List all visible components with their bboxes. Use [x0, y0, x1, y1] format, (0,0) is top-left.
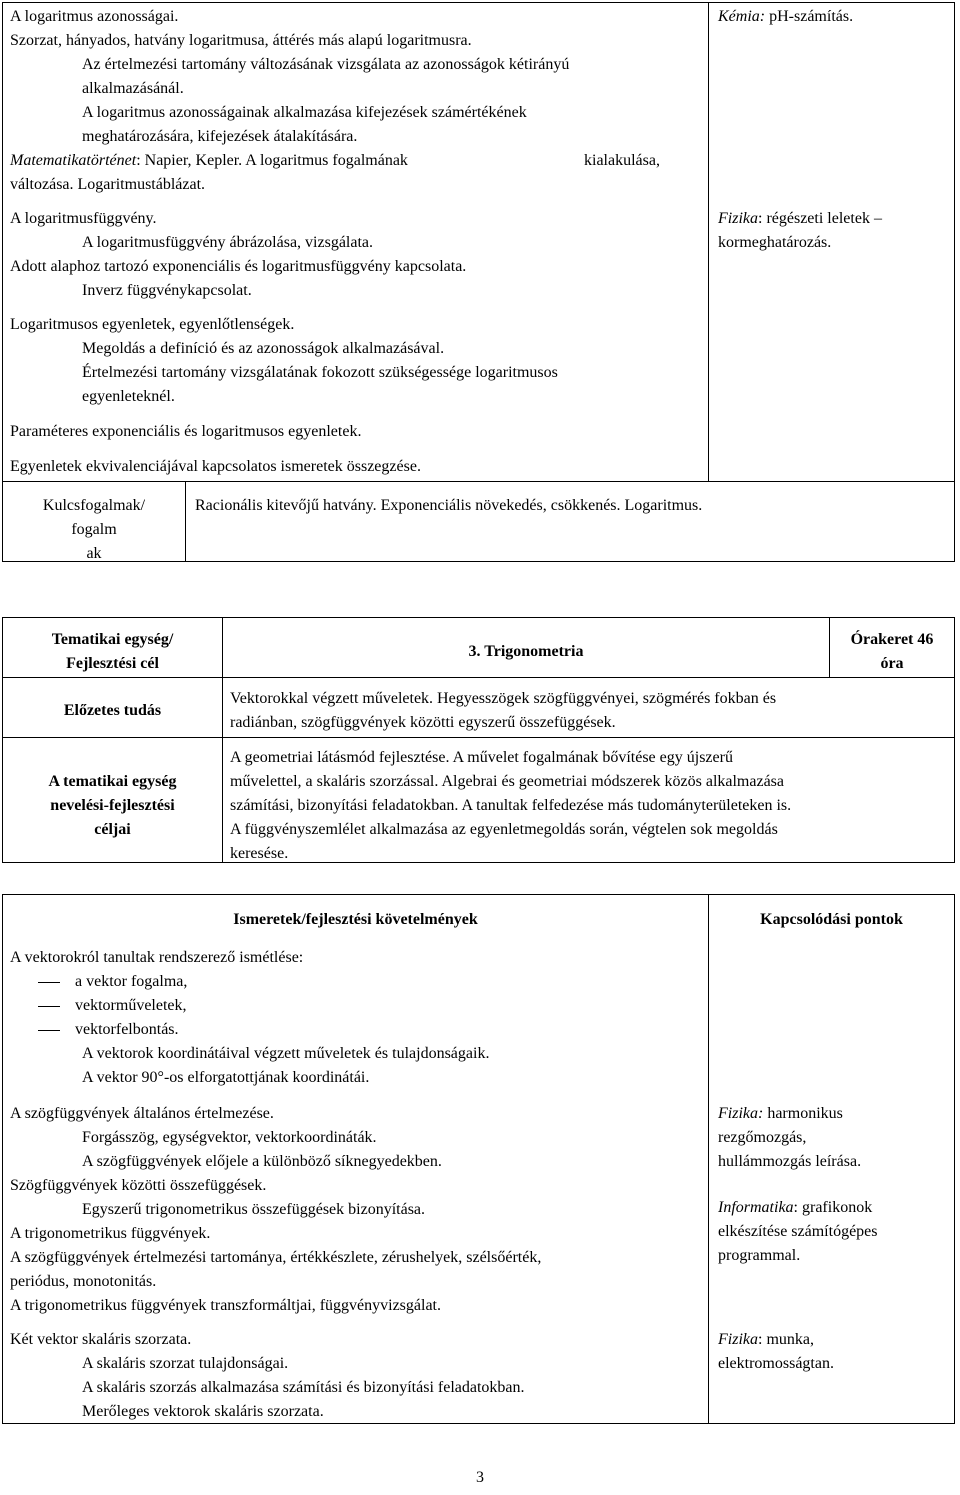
label-line: nevelési-fejlesztési	[50, 797, 175, 814]
physics-text-2: elektromosságtan.	[718, 1355, 834, 1372]
text-line: A logaritmusfüggvény ábrázolása, vizsgálata.	[82, 234, 374, 251]
physics-text: : munka,	[758, 1331, 814, 1348]
header-connections: Kapcsolódási pontok	[760, 911, 903, 928]
physics-text-2: rezgőmozgás,	[718, 1129, 807, 1146]
text-line: periódus, monotonitás.	[10, 1273, 157, 1290]
physics-label: Fizika	[718, 1331, 758, 1348]
list-item: vektorműveletek,	[75, 997, 187, 1014]
link-physics-oscillation	[718, 1102, 843, 1126]
key-concepts-label	[3, 494, 185, 566]
label-line: A tematikai egység	[48, 773, 177, 790]
topic-title: 3. Trigonometria	[468, 643, 584, 660]
chemistry-label: Kémia:	[718, 8, 766, 25]
text-line: A trigonometrikus függvények.	[10, 1225, 211, 1242]
informatics-label: Informatika	[718, 1199, 794, 1216]
label-line: Kulcsfogalmak/	[42, 497, 146, 514]
label-line: Tematikai egység/	[51, 631, 174, 648]
label-line: fogalm	[71, 521, 117, 538]
informatics-text-2: elkészítése számítógépes	[718, 1223, 878, 1240]
text-line: A logaritmus azonosságainak alkalmazása kifejezések számértékének	[82, 104, 527, 121]
bullet-dash-icon	[38, 982, 60, 983]
label-line: óra	[880, 655, 904, 672]
text-line: A skaláris szorzat tulajdonságai.	[82, 1355, 289, 1372]
goals-label	[3, 770, 222, 842]
text-line: művelettel, a skaláris szorzással. Algebrai és geometriai módszerek közös alkalmazása	[230, 773, 785, 790]
label-line: Fejlesztési cél	[66, 655, 159, 672]
text-line: Egyenletek ekvivalenciájával kapcsolatos ismeretek összegzése.	[10, 458, 421, 475]
history-line: Matematikatörténet: Napier, Kepler. A logaritmus fogalmának	[10, 152, 408, 169]
physics-text: : régészeti leletek –	[758, 210, 882, 227]
text-line: radiánban, szögfüggvények közötti egyszerű összefüggések.	[230, 714, 616, 731]
link-physics-work	[718, 1328, 814, 1352]
hours-label	[830, 628, 954, 676]
text-line: Megoldás a definíció és az azonosságok alkalmazásával.	[82, 340, 445, 357]
physics-text: harmonikus	[763, 1105, 843, 1122]
physics-label: Fizika:	[718, 1105, 764, 1122]
link-physics	[718, 207, 882, 231]
topic-label	[3, 628, 222, 676]
text-line: Inverz függvénykapcsolat.	[82, 282, 252, 299]
text-line: A szögfüggvények előjele a különböző síknegyedekben.	[82, 1153, 442, 1170]
text-line: A függvényszemlélet alkalmazása az egyenletmegoldás során, végtelen sok megoldás	[230, 821, 778, 838]
text-line: A skaláris szorzás alkalmazása számítási és bizonyítási feladatokban.	[82, 1379, 525, 1396]
label-line: ak	[86, 545, 102, 562]
text-line: Egyszerű trigonometrikus összefüggések bizonyítása.	[82, 1201, 426, 1218]
bullet-dash-icon	[38, 1006, 60, 1007]
informatics-text-3: programmal.	[718, 1247, 801, 1264]
text-line: A geometriai látásmód fejlesztése. A művelet fogalmának bővítése egy újszerű	[230, 749, 733, 766]
text-line: Két vektor skaláris szorzata.	[10, 1331, 192, 1348]
text-line: számítási, bizonyítási feladatokban. A tanultak felfedezése más tudományterületeken is.	[230, 797, 792, 814]
text-line: Paraméteres exponenciális és logaritmusos egyenletek.	[10, 423, 362, 440]
label-line: céljai	[94, 821, 131, 838]
text-line: A szögfüggvények értelmezési tartománya, értékkészlete, zérushelyek, szélsőérték,	[10, 1249, 542, 1266]
text-line: Logaritmusos egyenletek, egyenlőtlenségek.	[10, 316, 295, 333]
history-text: Napier, Kepler. A logaritmus fogalmának	[144, 152, 408, 169]
text-line: Forgásszög, egységvektor, vektorkoordináták.	[82, 1129, 377, 1146]
history-label: Matematikatörténet	[10, 152, 137, 169]
text-line: A vektor 90°-os elforgatottjának koordinátái.	[82, 1069, 370, 1086]
physics-text-2: kormeghatározás.	[718, 234, 832, 251]
text-line: kialakulása,	[584, 152, 660, 169]
label-line: Órakeret 46	[850, 631, 934, 648]
text-line: Szorzat, hányados, hatvány logaritmusa, áttérés más alapú logaritmusra.	[10, 32, 472, 49]
text-line: Szögfüggvények közötti összefüggések.	[10, 1177, 267, 1194]
physics-text-3: hullámmozgás leírása.	[718, 1153, 862, 1170]
header-requirements: Ismeretek/fejlesztési követelmények	[233, 911, 478, 928]
text-line: A vektorokról tanultak rendszerező ismétlése:	[10, 949, 304, 966]
text-line: A trigonometrikus függvények transzformáltjai, függvényvizsgálat.	[10, 1297, 441, 1314]
text-line: Vektorokkal végzett műveletek. Hegyesszögek szögfüggvényei, szögmérés fokban és	[230, 690, 777, 707]
informatics-text: : grafikonok	[793, 1199, 873, 1216]
text-line: Adott alaphoz tartozó exponenciális és logaritmusfüggvény kapcsolata.	[10, 258, 467, 275]
text-line: Értelmezési tartomány vizsgálatának fokozott szükségessége logaritmusos	[82, 364, 558, 381]
link-informatics	[718, 1196, 872, 1220]
text-line: A logaritmus azonosságai.	[10, 8, 179, 25]
text-line: változása. Logaritmustáblázat.	[10, 176, 206, 193]
text-line: A szögfüggvények általános értelmezése.	[10, 1105, 274, 1122]
chemistry-text: pH-számítás.	[765, 8, 854, 25]
text-line: keresése.	[230, 845, 289, 862]
page-number: 3	[476, 1469, 484, 1486]
bullet-dash-icon	[38, 1030, 60, 1031]
list-item: vektorfelbontás.	[75, 1021, 179, 1038]
text-line: alkalmazásánál.	[82, 80, 184, 97]
text-line: egyenleteknél.	[82, 388, 175, 405]
prior-knowledge-label: Előzetes tudás	[63, 702, 162, 719]
link-chemistry	[718, 5, 853, 29]
list-item: a vektor fogalma,	[75, 973, 188, 990]
key-concepts-text: Racionális kitevőjű hatvány. Exponenciális növekedés, csökkenés. Logaritmus.	[195, 497, 703, 514]
text-line: meghatározására, kifejezések átalakítására.	[82, 128, 358, 145]
text-line: Merőleges vektorok skaláris szorzata.	[82, 1403, 324, 1420]
text-line: A logaritmusfüggvény.	[10, 210, 157, 227]
text-line: A vektorok koordinátáival végzett műveletek és tulajdonságaik.	[82, 1045, 490, 1062]
text-line: Az értelmezési tartomány változásának vizsgálata az azonosságok kétirányú	[82, 56, 570, 73]
physics-label: Fizika	[718, 210, 758, 227]
